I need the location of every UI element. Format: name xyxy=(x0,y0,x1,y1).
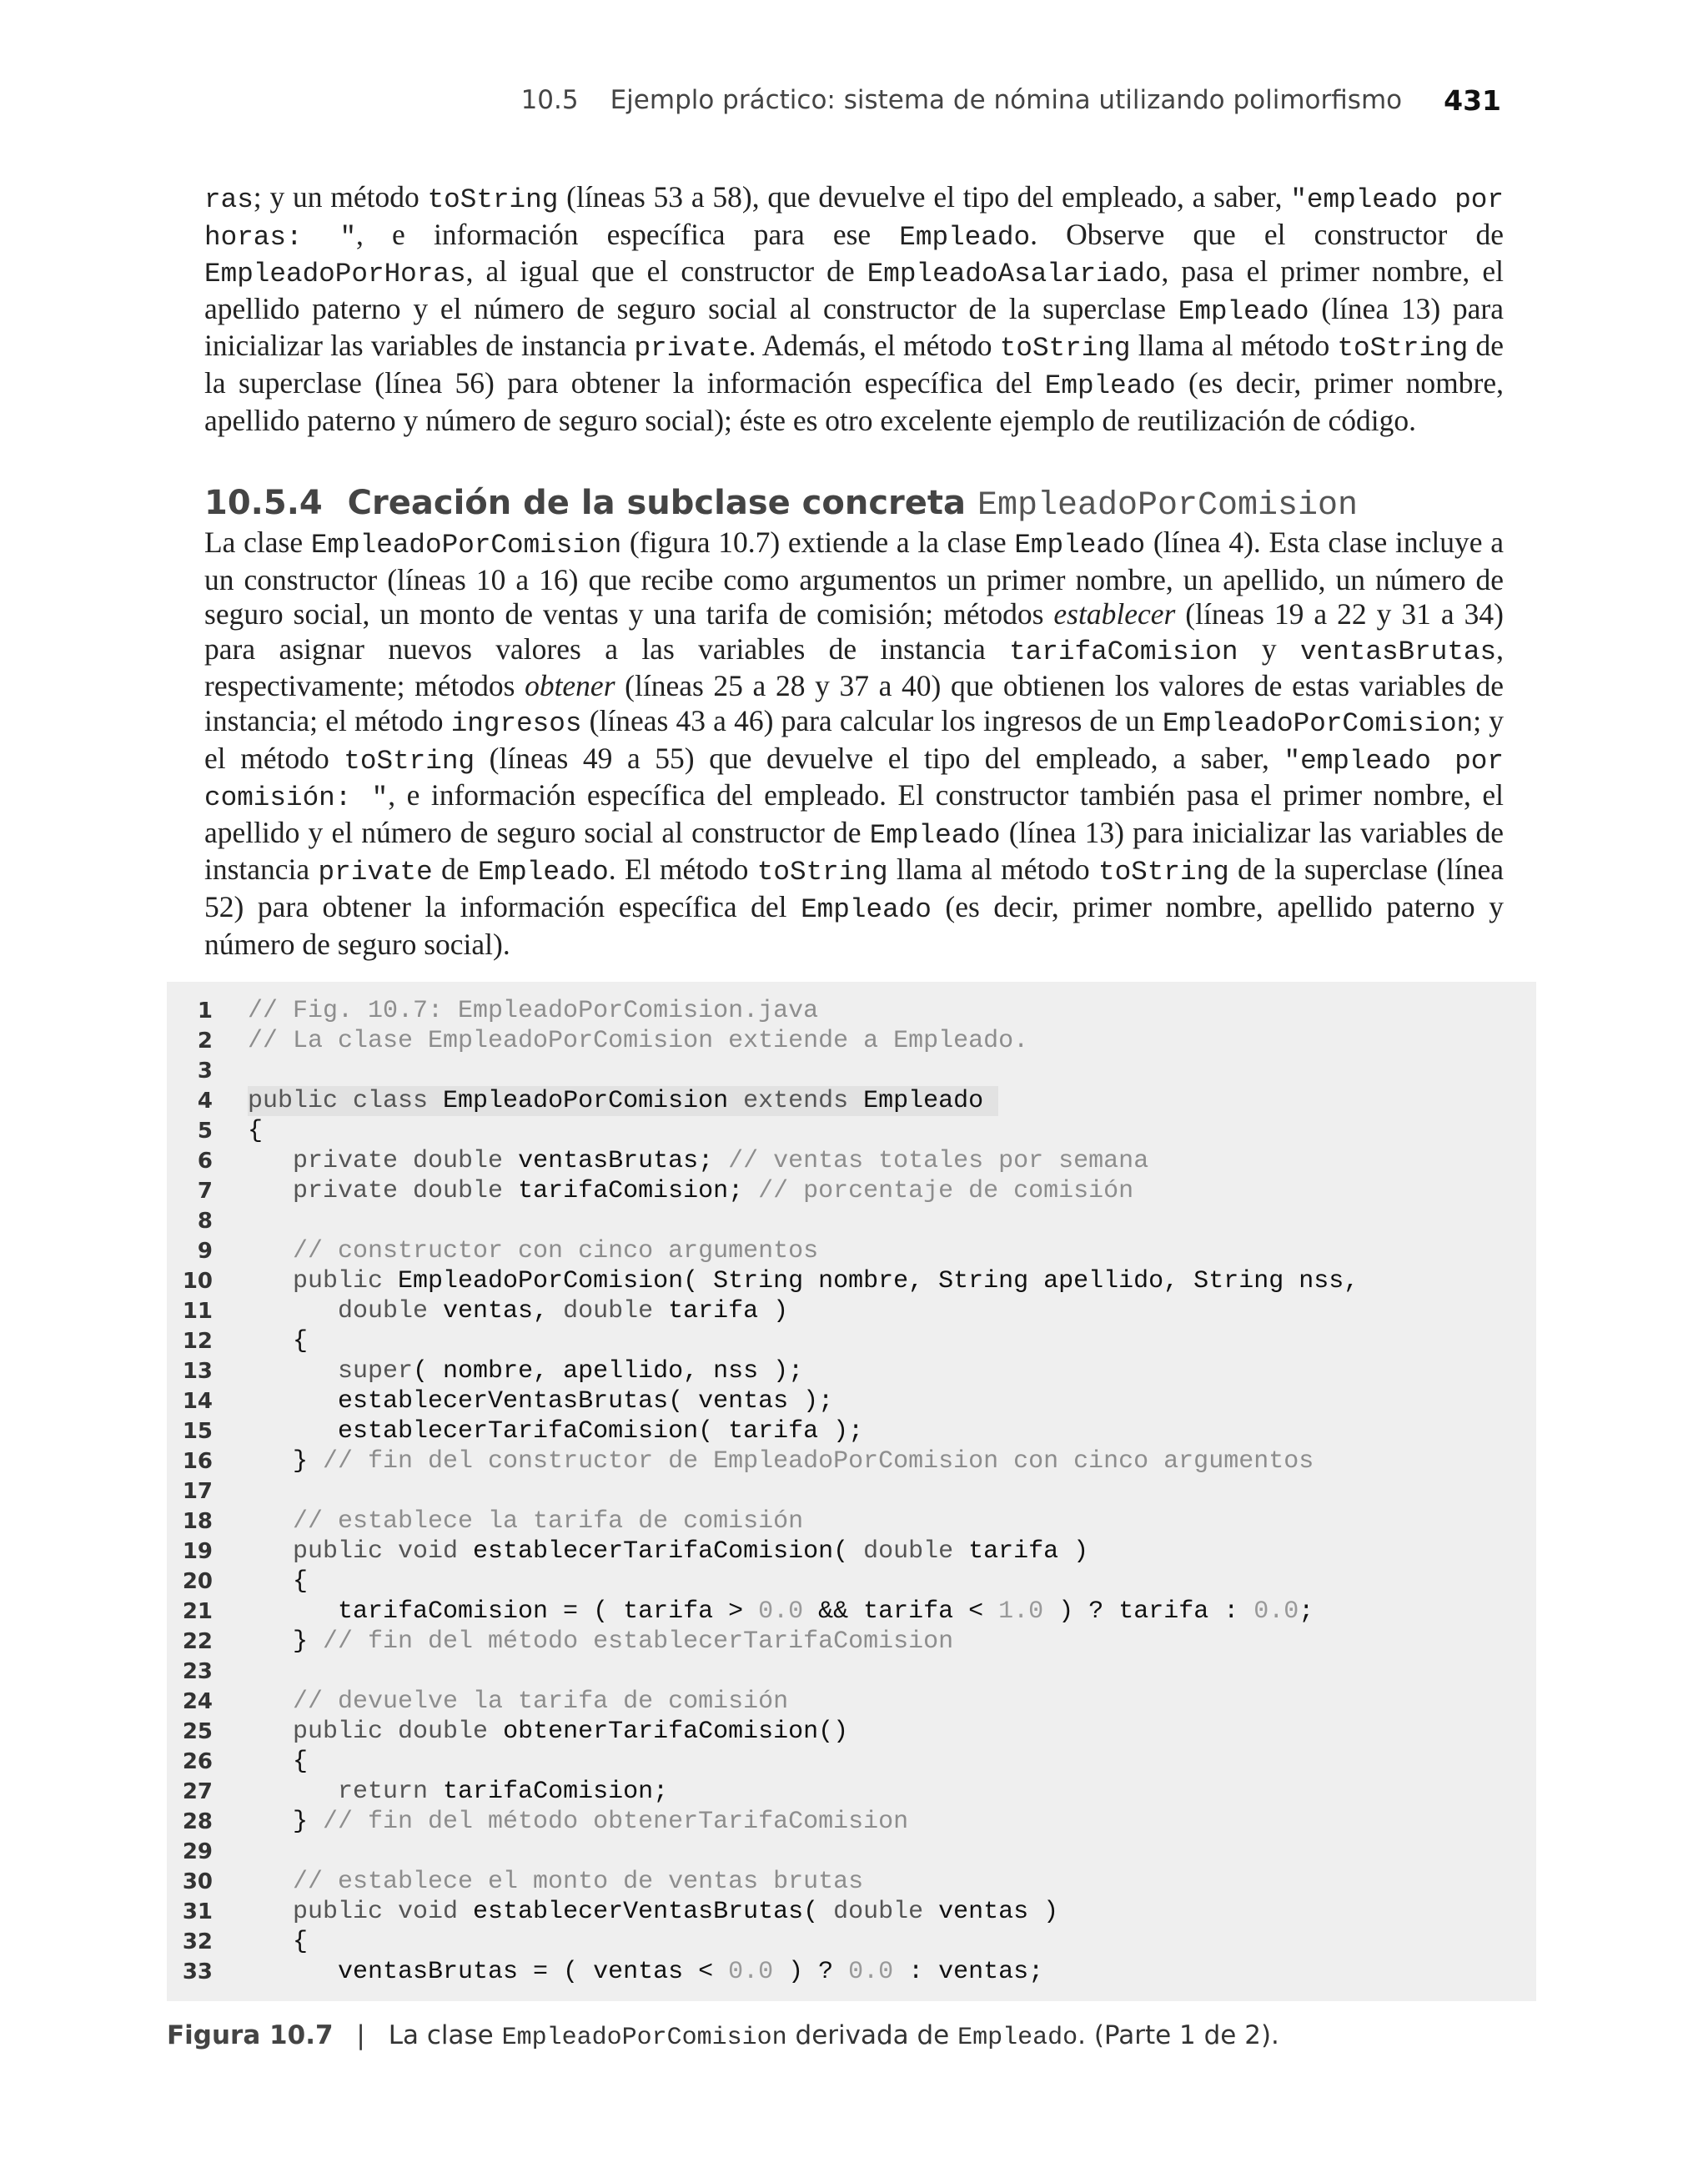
inline-code: EmpleadoPorComision xyxy=(501,2024,787,2052)
text-run: derivada de xyxy=(786,2020,958,2050)
code-line xyxy=(167,1416,1536,1446)
code-comment: // porcentaje de comisión xyxy=(758,1177,1134,1205)
code-token: ventas, xyxy=(443,1297,564,1325)
text-run: , e información específica para ese xyxy=(356,217,900,251)
text-run: . Observe que el constructor de xyxy=(1030,217,1504,251)
code-text xyxy=(248,1386,833,1416)
code-token: ( nombre, apellido, nss ); xyxy=(413,1357,804,1386)
code-text xyxy=(248,1446,1314,1476)
line-number: 22 xyxy=(182,1629,213,1654)
line-number: 24 xyxy=(182,1689,213,1714)
code-text xyxy=(248,1356,803,1386)
text-run: . Además, el método xyxy=(748,329,1000,363)
code-keyword: extends xyxy=(743,1087,864,1115)
line-number: 30 xyxy=(182,1869,213,1894)
code-token: establecerTarifaComision( tarifa ); xyxy=(248,1417,864,1446)
inline-code: "empleado por comisión: " xyxy=(204,745,1504,814)
inline-code: EmpleadoAsalariado xyxy=(867,259,1162,290)
inline-code: Empleado xyxy=(1178,295,1309,327)
inline-code: toString xyxy=(1337,333,1469,365)
text-run: (líneas 43 a 46) para calcular los ingresos de un xyxy=(581,703,1163,737)
code-keyword: super xyxy=(248,1357,414,1386)
code-token: tarifaComision = ( tarifa > xyxy=(248,1597,759,1626)
code-number: 1.0 xyxy=(998,1597,1044,1626)
code-line xyxy=(167,1176,1536,1206)
code-text xyxy=(248,1416,863,1446)
text-run: ; y el método xyxy=(204,703,1504,775)
code-text xyxy=(248,1717,848,1747)
paragraph-description xyxy=(204,526,1504,962)
code-token: ; xyxy=(1299,1597,1314,1626)
code-token: tarifa ) xyxy=(668,1297,789,1325)
code-line xyxy=(167,1747,1536,1777)
line-number: 25 xyxy=(182,1719,213,1744)
line-number: 7 xyxy=(197,1179,213,1204)
code-line xyxy=(167,1116,1536,1146)
code-line xyxy=(167,1567,1536,1597)
code-line xyxy=(167,1657,1536,1687)
inline-code: EmpleadoPorComision xyxy=(310,530,622,561)
header-section-number: 10.5 xyxy=(520,85,579,115)
inline-code: private xyxy=(634,333,749,365)
code-number: 0.0 xyxy=(848,1958,894,1986)
code-token: tarifaComision; xyxy=(518,1177,759,1205)
inline-code: toString xyxy=(427,184,559,215)
code-number: 0.0 xyxy=(728,1958,774,1986)
text-run: La clase xyxy=(388,2020,502,2050)
code-line xyxy=(167,1627,1536,1657)
code-line xyxy=(167,1296,1536,1326)
inline-code: tarifaComision xyxy=(1009,636,1238,667)
code-text xyxy=(248,996,818,1026)
text-run: (línea 4). Esta clase incluye a un constructor (líneas 10 a 16) que recibe como argumentos un primer nombre, un apellido, un número de seguro social, un monto de ventas y una tarifa de comisión; métodos xyxy=(204,526,1504,631)
code-token: establecerVentasBrutas( xyxy=(473,1898,834,1926)
line-number: 28 xyxy=(182,1809,213,1834)
text-run: (figura 10.7) extiende a la clase xyxy=(621,526,1015,559)
code-line xyxy=(167,1867,1536,1897)
code-keyword: double xyxy=(563,1297,669,1325)
line-number: 26 xyxy=(182,1749,213,1774)
text-run: llama al método xyxy=(1130,329,1338,363)
code-line xyxy=(167,1837,1536,1867)
code-line xyxy=(167,1266,1536,1296)
code-token: ) ? xyxy=(773,1958,849,1986)
code-keyword: public double xyxy=(248,1718,504,1746)
italic-text: establecer xyxy=(1053,597,1176,631)
running-header xyxy=(204,80,1501,120)
code-line xyxy=(167,1687,1536,1717)
code-text xyxy=(248,1867,863,1897)
line-number: 6 xyxy=(197,1149,213,1174)
code-text xyxy=(248,1146,1148,1176)
line-number: 2 xyxy=(197,1029,213,1054)
inline-code: ventasBrutas xyxy=(1299,636,1497,667)
code-token: : ventas; xyxy=(893,1958,1044,1986)
line-number: 27 xyxy=(182,1779,213,1804)
caption-separator: | xyxy=(356,2020,365,2050)
code-text xyxy=(248,1026,1028,1056)
code-token: && tarifa < xyxy=(803,1597,999,1626)
code-text xyxy=(248,1506,803,1537)
inline-code: Empleado xyxy=(957,2024,1078,2052)
text-run: . El método xyxy=(608,853,757,887)
code-text xyxy=(248,1927,308,1957)
inline-code: Empleado xyxy=(869,819,1001,851)
code-token: ventasBrutas; xyxy=(518,1147,729,1175)
line-number: 12 xyxy=(182,1329,213,1354)
header-title: Ejemplo práctico: sistema de nómina utilizando polimorfismo xyxy=(610,85,1403,115)
line-number: 21 xyxy=(182,1599,213,1624)
code-keyword: private double xyxy=(248,1177,519,1205)
code-comment: // fin del método obtenerTarifaComision xyxy=(323,1808,909,1836)
inline-code: toString xyxy=(999,333,1131,365)
line-number: 13 xyxy=(182,1359,213,1384)
code-keyword: double xyxy=(863,1537,969,1566)
code-line xyxy=(167,1356,1536,1386)
code-comment: // constructor con cinco argumentos xyxy=(248,1237,819,1265)
line-number: 8 xyxy=(197,1209,213,1234)
line-number: 23 xyxy=(182,1659,213,1684)
section-title: Creación de la subclase concreta xyxy=(347,484,967,522)
line-number: 16 xyxy=(182,1449,213,1474)
inline-code: toString xyxy=(1098,857,1229,888)
code-line xyxy=(167,1717,1536,1747)
text-run: , pasa el primer nombre, el apellido paterno y el número de seguro social al constructor de la superclase xyxy=(204,254,1504,325)
code-text xyxy=(248,1266,1359,1296)
inline-code: "empleado por horas: " xyxy=(204,184,1504,253)
line-number: 29 xyxy=(182,1839,213,1864)
code-token: { xyxy=(248,1748,309,1776)
code-token: EmpleadoPorComision xyxy=(443,1087,744,1115)
text-run: (líneas 25 a 28 y 37 a 40) que obtienen los valores de estas variables de instancia; el método xyxy=(204,669,1504,737)
code-token: } xyxy=(248,1808,324,1836)
code-text xyxy=(248,1627,953,1657)
text-run: ; y un método xyxy=(253,180,428,214)
code-line xyxy=(167,1446,1536,1476)
line-number: 31 xyxy=(182,1899,213,1924)
code-token: EmpleadoPorComision( String nombre, String apellido, String nss, xyxy=(398,1267,1359,1295)
code-text xyxy=(248,1897,1058,1927)
inline-code: EmpleadoPorHoras xyxy=(204,259,466,290)
code-line xyxy=(167,1146,1536,1176)
code-keyword: double xyxy=(248,1297,444,1325)
code-line xyxy=(167,1236,1536,1266)
code-token: { xyxy=(248,1567,309,1596)
code-line xyxy=(167,1807,1536,1837)
inline-code: Empleado xyxy=(477,857,609,888)
code-token: { xyxy=(248,1327,309,1356)
code-line xyxy=(167,1326,1536,1356)
code-line xyxy=(167,1597,1536,1627)
code-token: ventas ) xyxy=(938,1898,1059,1926)
inline-code: Empleado xyxy=(899,221,1031,253)
code-text xyxy=(248,1807,908,1837)
line-number: 18 xyxy=(182,1509,213,1534)
inline-code: toString xyxy=(756,857,888,888)
code-line xyxy=(167,1026,1536,1056)
code-token: } xyxy=(248,1447,324,1476)
text-run: (línea 13) para inicializar las variables de instancia xyxy=(204,815,1504,887)
text-run: , e información específica del empleado. El constructor también pasa el primer nombre, el apellido y el número de seguro social al constructor de xyxy=(204,778,1505,849)
code-line xyxy=(167,1537,1536,1567)
text-run: (líneas 53 a 58), que devuelve el tipo del empleado, a saber, xyxy=(558,180,1291,214)
line-number: 9 xyxy=(197,1239,213,1264)
code-number: 0.0 xyxy=(1253,1597,1299,1626)
code-listing xyxy=(167,982,1536,2001)
code-line xyxy=(167,996,1536,1026)
text-run: llama al método xyxy=(887,853,1098,887)
inline-code: EmpleadoPorComision xyxy=(1162,707,1474,739)
code-text xyxy=(248,1296,788,1326)
line-number: 15 xyxy=(182,1419,213,1444)
code-token: obtenerTarifaComision() xyxy=(503,1718,849,1746)
code-comment: // ventas totales por semana xyxy=(728,1147,1149,1175)
code-token: establecerTarifaComision( xyxy=(473,1537,864,1566)
text-run: (líneas 19 a 22 y 31 a 34) para asignar nuevos valores a las variables de instancia xyxy=(204,597,1504,666)
italic-text: obtener xyxy=(525,669,615,703)
line-number: 11 xyxy=(182,1299,213,1324)
text-run: (líneas 49 a 55) que devuelve el tipo del empleado, a saber, xyxy=(475,741,1284,775)
inline-code: Empleado xyxy=(801,893,932,925)
code-keyword: public class xyxy=(248,1087,444,1115)
text-run: La clase xyxy=(204,526,311,559)
line-number: 5 xyxy=(197,1119,213,1144)
inline-code: toString xyxy=(344,745,475,777)
inline-code: Empleado xyxy=(1044,370,1176,401)
inline-code: private xyxy=(318,857,433,888)
code-line xyxy=(167,1476,1536,1506)
section-title-code: EmpleadoPorComision xyxy=(977,487,1359,525)
code-text xyxy=(248,1086,998,1116)
code-line xyxy=(167,1206,1536,1236)
code-text xyxy=(248,1957,1043,1987)
code-comment: // fin del constructor de EmpleadoPorComision con cinco argumentos xyxy=(323,1447,1314,1476)
section-number: 10.5.4 xyxy=(204,484,323,522)
code-line xyxy=(167,1777,1536,1807)
code-line xyxy=(167,1506,1536,1537)
code-token: } xyxy=(248,1627,324,1656)
line-number: 33 xyxy=(182,1959,213,1984)
code-line xyxy=(167,1086,1536,1116)
text-run: (es decir, primer nombre, apellido paterno y número de seguro social); éste es otro excelente ejemplo de reutilización de código. xyxy=(204,365,1504,437)
inline-code: Empleado xyxy=(1014,530,1146,561)
paragraph-continuation xyxy=(204,180,1504,438)
code-comment: // Fig. 10.7: EmpleadoPorComision.java xyxy=(248,997,819,1025)
section-heading xyxy=(204,482,1504,524)
line-number: 4 xyxy=(197,1089,213,1114)
code-token: ventasBrutas = ( ventas < xyxy=(248,1958,729,1986)
code-keyword: double xyxy=(833,1898,939,1926)
inline-code: ras xyxy=(204,184,254,215)
line-number: 32 xyxy=(182,1929,213,1954)
code-line xyxy=(167,1897,1536,1927)
code-text xyxy=(248,1567,308,1597)
line-number: 10 xyxy=(182,1269,213,1294)
code-token: { xyxy=(248,1928,309,1956)
code-comment: // establece la tarifa de comisión xyxy=(248,1507,804,1536)
code-token: Empleado xyxy=(863,1087,999,1115)
code-number: 0.0 xyxy=(758,1597,804,1626)
code-token: ) ? tarifa : xyxy=(1043,1597,1254,1626)
code-token: { xyxy=(248,1117,264,1145)
text-run: (línea 13) para inicializar las variables de instancia xyxy=(204,291,1504,363)
text-run: de la superclase (línea 52) para obtener la información específica del xyxy=(204,853,1505,923)
code-token: tarifaComision; xyxy=(443,1778,669,1806)
code-comment: // fin del método establecerTarifaComision xyxy=(323,1627,954,1656)
code-text xyxy=(248,1326,308,1356)
inline-code: ingresos xyxy=(450,707,582,739)
code-token: establecerVentasBrutas( ventas ); xyxy=(248,1387,834,1416)
figure-label: Figura 10.7 xyxy=(167,2020,334,2050)
line-number: 3 xyxy=(197,1059,213,1084)
text-run: (es decir, primer nombre, apellido paterno y número de seguro social). xyxy=(204,889,1504,961)
text-run: de xyxy=(432,853,478,887)
figure-caption xyxy=(167,2015,1279,2056)
line-number: 14 xyxy=(182,1389,213,1414)
text-run: , al igual que el constructor de xyxy=(465,254,867,289)
code-text xyxy=(248,1747,308,1777)
line-number: 19 xyxy=(182,1539,213,1564)
code-text xyxy=(248,1116,263,1146)
line-number: 17 xyxy=(182,1479,213,1504)
page-number: 431 xyxy=(1444,83,1501,117)
code-text xyxy=(248,1687,788,1717)
code-comment: // La clase EmpleadoPorComision extiende a Empleado. xyxy=(248,1027,1029,1055)
code-line xyxy=(167,1957,1536,1987)
code-keyword: public xyxy=(248,1267,399,1295)
line-number: 1 xyxy=(197,998,213,1024)
text-run: de la superclase (línea 56) para obtener la información específica del xyxy=(204,329,1504,400)
code-comment: // establece el monto de ventas brutas xyxy=(248,1868,864,1896)
code-line xyxy=(167,1927,1536,1957)
caption-text xyxy=(389,2020,1279,2050)
text-run: , respectivamente; métodos xyxy=(204,631,1504,703)
code-text xyxy=(248,1537,1088,1567)
code-keyword: return xyxy=(248,1778,444,1806)
code-comment: // devuelve la tarifa de comisión xyxy=(248,1688,789,1716)
code-text xyxy=(248,1176,1133,1206)
code-keyword: public void xyxy=(248,1898,474,1926)
code-text xyxy=(248,1777,668,1807)
line-number: 20 xyxy=(182,1569,213,1594)
code-token: tarifa ) xyxy=(968,1537,1089,1566)
text-run: . (Parte 1 de 2). xyxy=(1078,2020,1279,2050)
code-text xyxy=(248,1597,1314,1627)
code-line xyxy=(167,1386,1536,1416)
code-line xyxy=(167,1056,1536,1086)
code-text xyxy=(248,1236,818,1266)
code-keyword: public void xyxy=(248,1537,474,1566)
text-run: y xyxy=(1238,631,1300,666)
code-keyword: private double xyxy=(248,1147,519,1175)
